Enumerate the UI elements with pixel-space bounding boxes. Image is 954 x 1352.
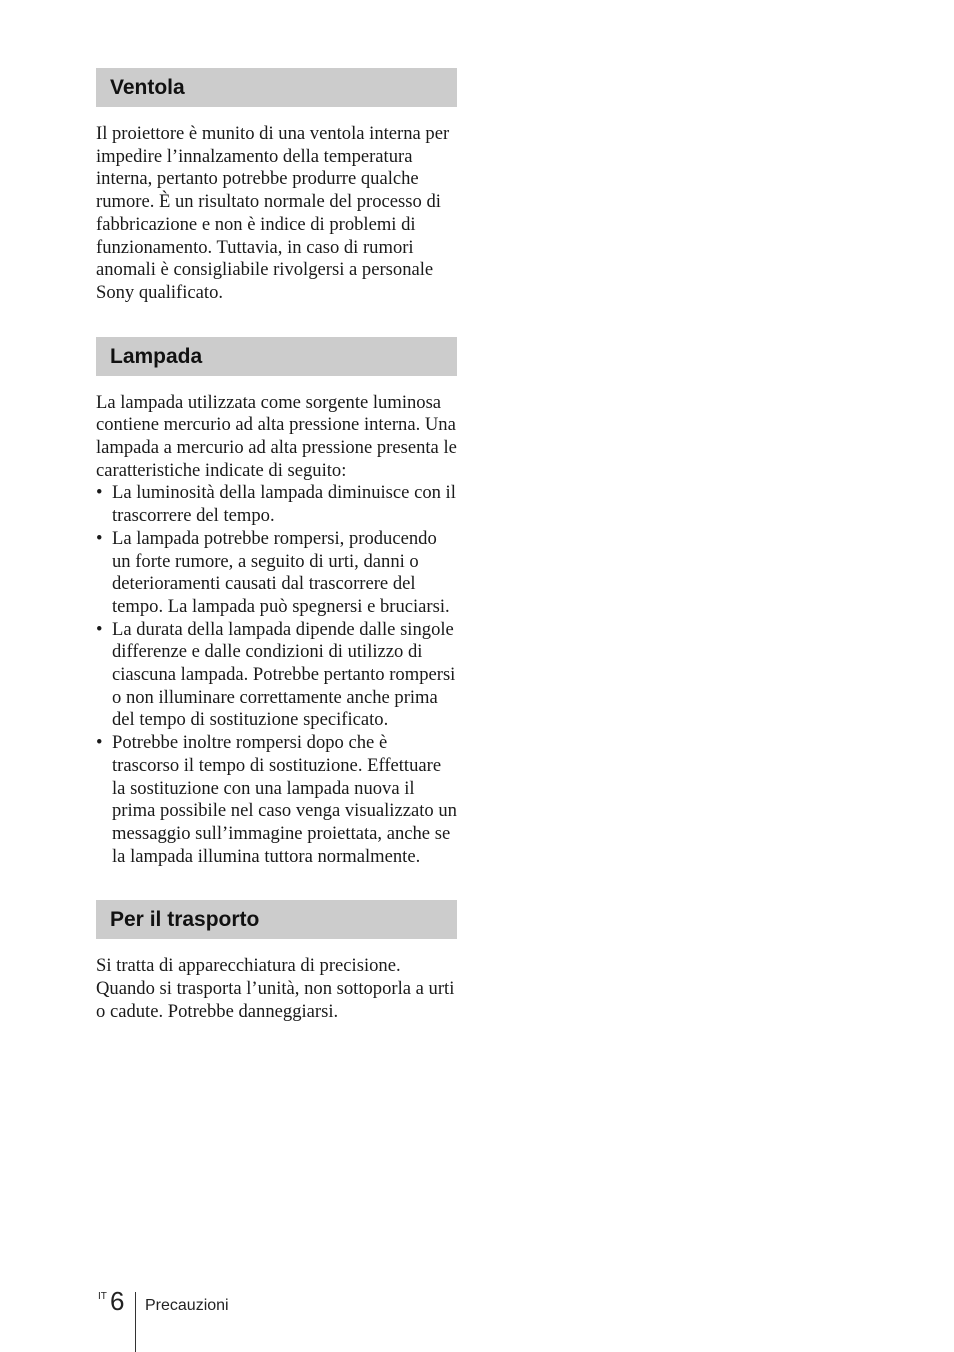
content-column xyxy=(96,68,457,1024)
bullet-icon: • xyxy=(96,618,103,640)
section-paragraph: La lampada utilizzata come sorgente luminosa contiene mercurio ad alta pressione interna. Una lampada a mercurio ad alta pressione presenta le caratteristiche indicate di seguito: xyxy=(96,391,457,481)
list-item xyxy=(96,528,457,619)
list-item-text: La lampada potrebbe rompersi, producendo un forte rumore, a seguito di urti, danni o deterioramenti causati dal trascorrere del tempo. La lampada può spegnersi e bruciarsi. xyxy=(112,527,450,617)
bullet-list xyxy=(96,482,457,868)
page-number: 6 xyxy=(110,1286,125,1316)
list-item xyxy=(96,482,457,527)
list-item-text: La durata della lampada dipende dalle singole differenze e dalle condizioni di utilizzo di ciascuna lampada. Potrebbe pertanto rompersi o non illuminare correttamente anche prima del tempo di sostituzione specificato. xyxy=(112,618,456,731)
list-item-text: Potrebbe inoltre rompersi dopo che è trascorso il tempo di sostituzione. Effettuare la sostituzione con una lampada nuova il prima possibile nel caso venga visualizzato un messaggio sull’immagine proiettata, anche se la lampada illumina tuttora normalmente. xyxy=(112,732,457,867)
section-paragraph: Si tratta di apparecchiatura di precisione. Quando si trasporta l’unità, non sottoporla a urti o cadute. Potrebbe danneggiarsi. xyxy=(96,955,455,1022)
section-heading: Per il trasporto xyxy=(96,900,457,939)
section-heading: Ventola xyxy=(96,68,457,107)
section-lampada xyxy=(96,337,457,869)
section-paragraph: Il proiettore è munito di una ventola interna per impedire l’innalzamento della temperatura interna, pertanto potrebbe produrre qualche rumore. È un risultato normale del processo di fabbricazione e non è indice di problemi di funzionamento. Tuttavia, in caso di rumori anomali è consigliabile rivolgersi a personale Sony qualificato. xyxy=(96,123,450,303)
footer-section-label: Precauzioni xyxy=(145,1297,229,1314)
section-heading: Lampada xyxy=(96,337,457,376)
bullet-icon: • xyxy=(96,732,103,754)
bullet-icon: • xyxy=(96,482,103,504)
section-per-il-trasporto xyxy=(96,900,457,1023)
section-ventola xyxy=(96,68,457,305)
language-code: IT xyxy=(98,1291,107,1302)
list-item xyxy=(96,619,457,733)
list-item-text: La luminosità della lampada diminuisce con il trascorrere del tempo. xyxy=(112,482,456,527)
bullet-icon: • xyxy=(96,527,103,549)
list-item xyxy=(96,732,457,868)
footer-divider xyxy=(135,1292,136,1352)
